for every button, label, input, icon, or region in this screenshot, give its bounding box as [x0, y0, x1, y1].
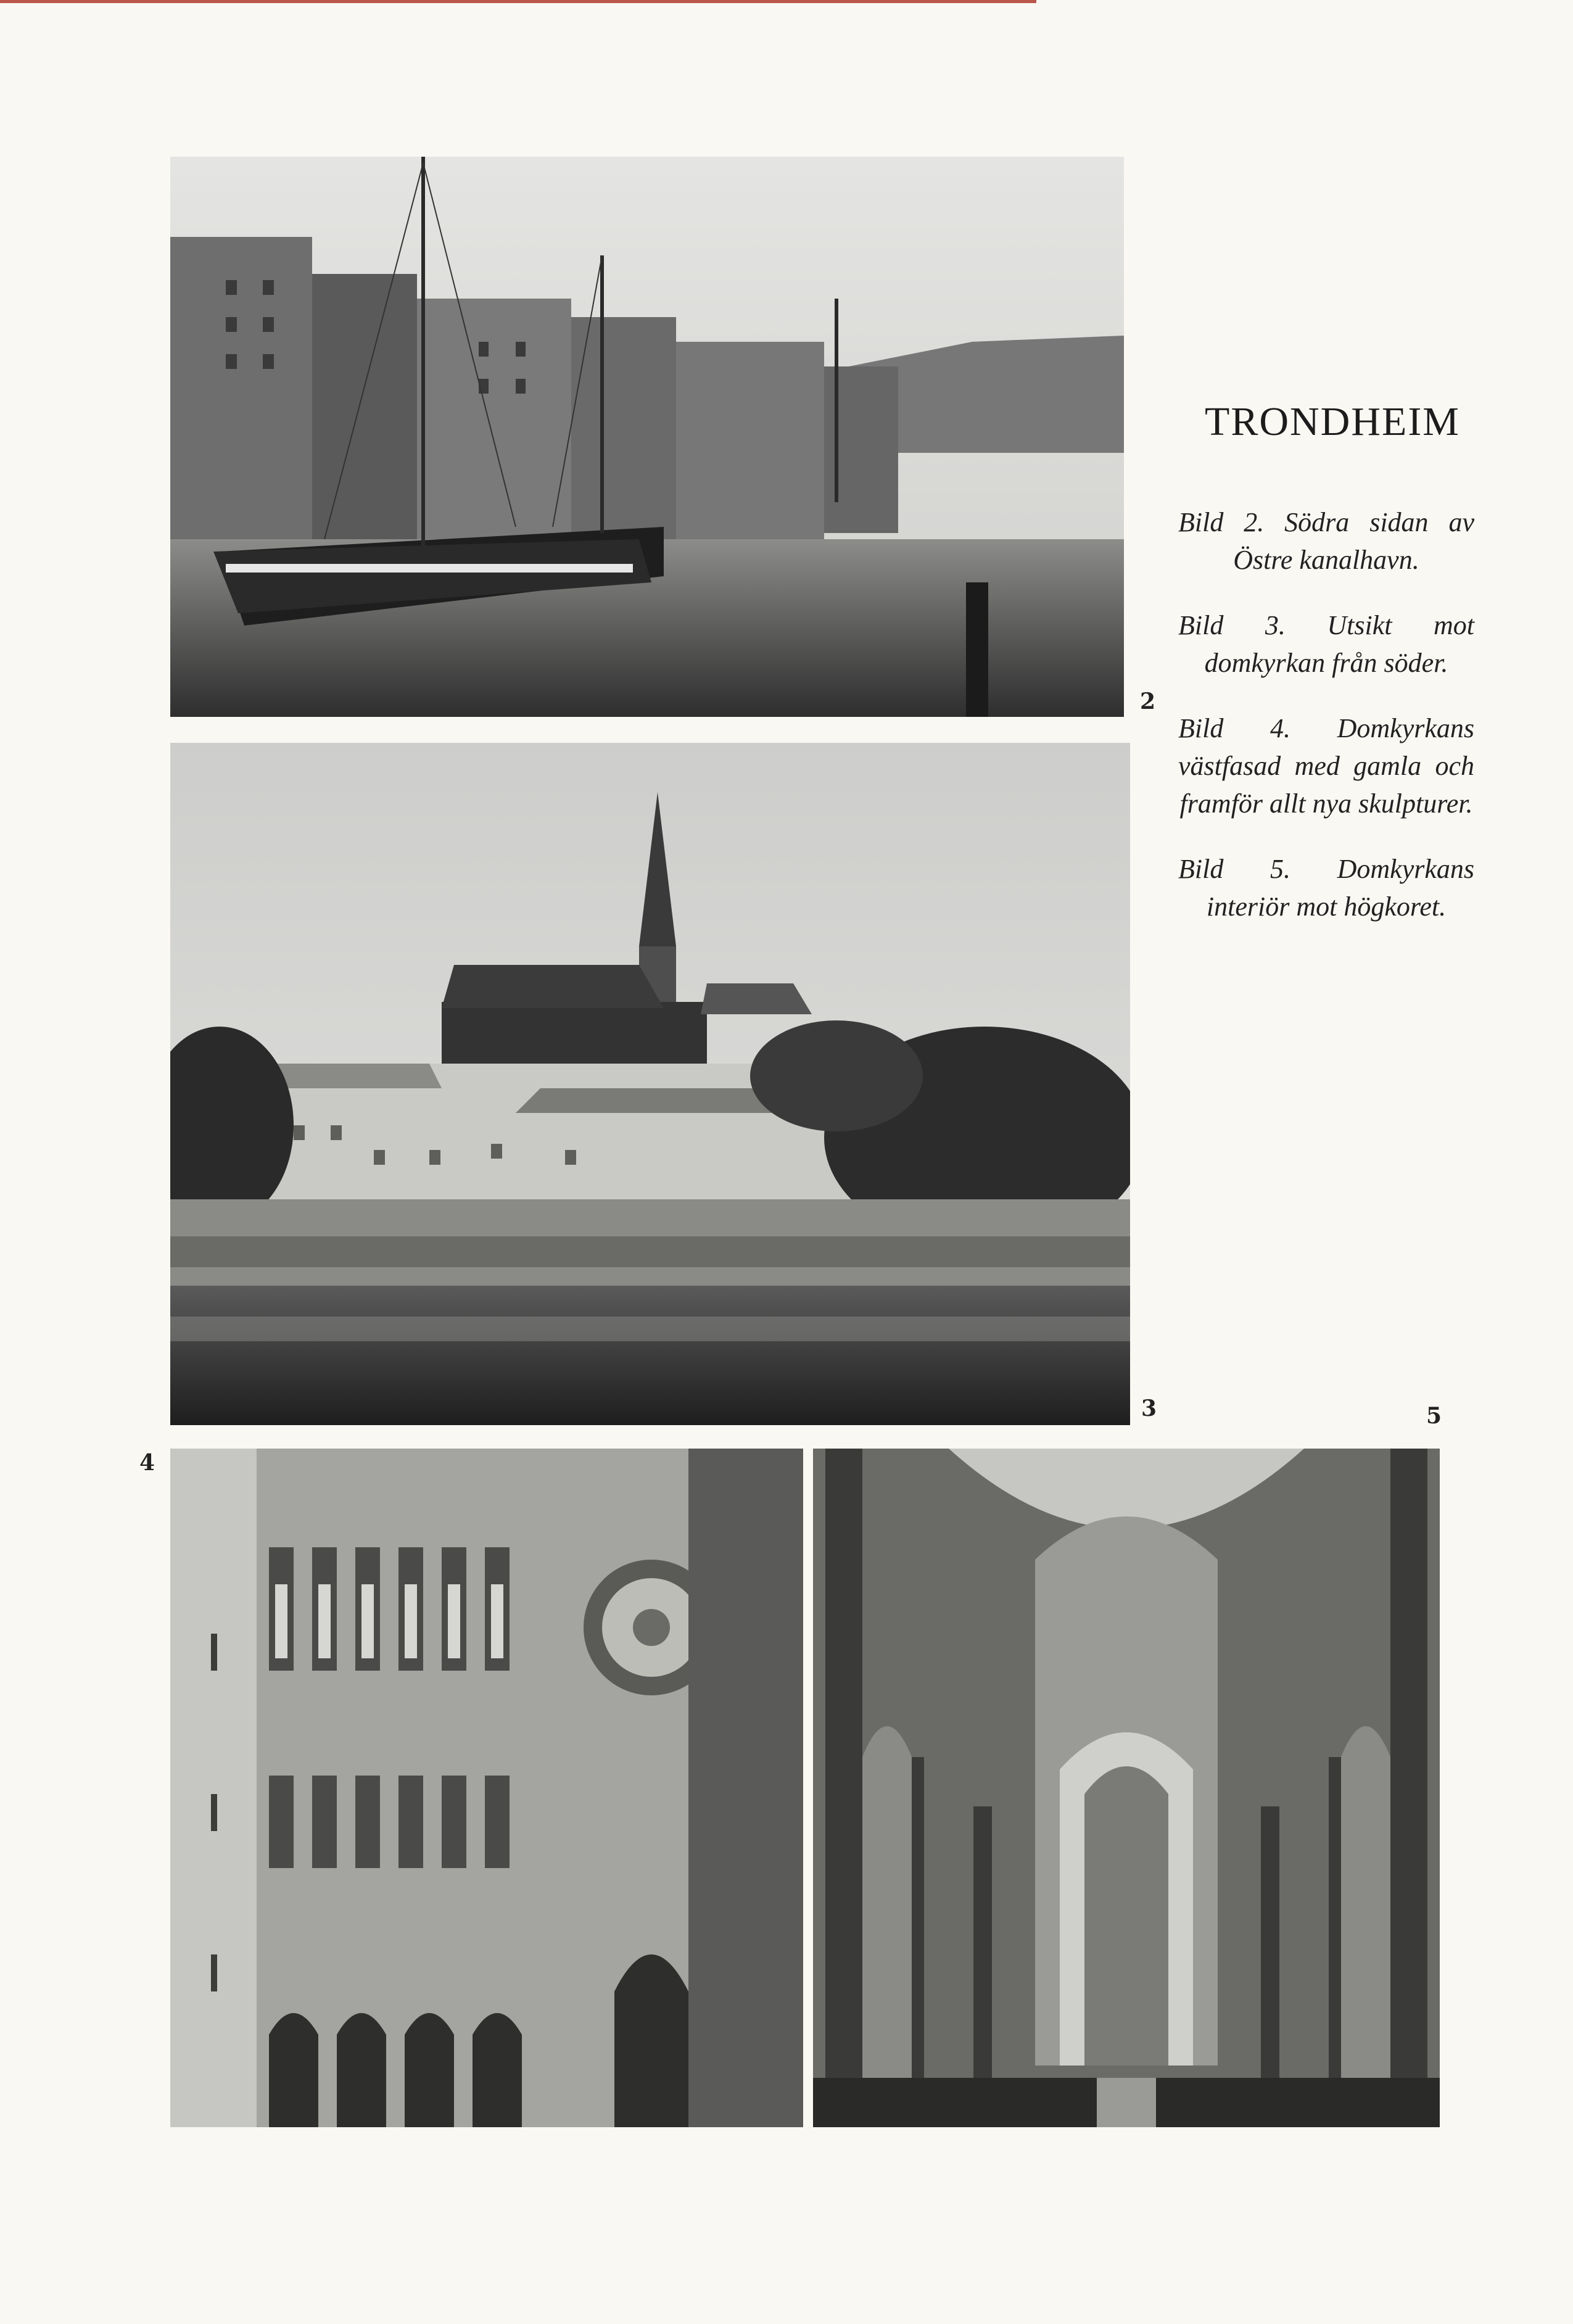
caption-bild-3: Bild 3. Utsikt mot domkyrkan från söder.	[1178, 610, 1474, 678]
caption-bild-4: Bild 4. Domkyrkans västfasad med gamla och framför allt nya skulpturer.	[1178, 713, 1474, 819]
caption-bild-5: Bild 5. Domkyrkans interiör mot högkoret.	[1178, 854, 1474, 922]
photo-harbour	[170, 157, 1124, 717]
page-title: TRONDHEIM	[1205, 399, 1460, 444]
caption-bild-2: Bild 2. Södra sidan av Östre kanalhavn.	[1178, 507, 1474, 575]
photo-number-4: 4	[139, 1450, 155, 1476]
photo-interior	[813, 1449, 1440, 2127]
photo-west-facade	[170, 1449, 803, 2127]
photo-number-2: 2	[1140, 689, 1156, 714]
photo-number-3: 3	[1141, 1396, 1157, 1421]
photo-cathedral-view	[170, 743, 1130, 1425]
captions-block	[1178, 503, 1474, 953]
photo-number-5: 5	[1426, 1403, 1442, 1429]
top-edge-rule	[0, 0, 1036, 3]
